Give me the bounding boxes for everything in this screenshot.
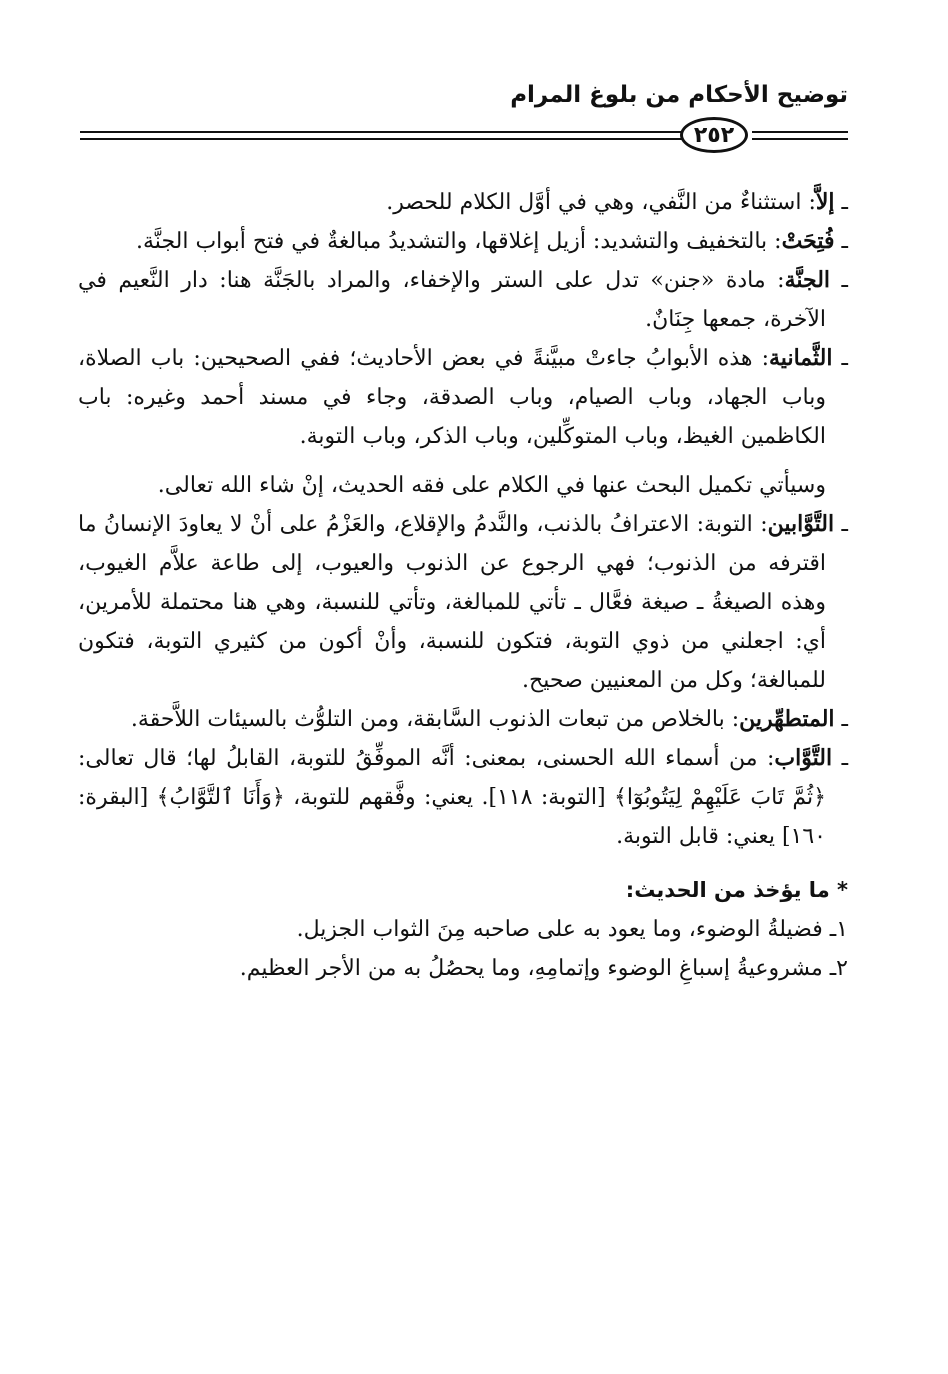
definition-text: استثناءٌ من النَّفي، وهي في أوَّل الكلام للحصر. (386, 190, 802, 215)
definition-term: الجنَّة (784, 267, 831, 293)
definition-text: بالتخفيف والتشديد: أزيل إغلاقها، والتشديدُ مبالغةٌ في فتح أبواب الجنَّة. (136, 229, 768, 254)
definition-separator: : (757, 746, 775, 771)
definition-separator: : (752, 512, 768, 537)
definition-entry: ـ إلاَّ: استثناءٌ من النَّفي، وهي في أوَّل الكلام للحصر. (386, 189, 848, 215)
definition-entry: ـ التَّوَّاب: من أسماء الله الحسنى، بمعنى: أنَّه الموفِّقُ للتوبة، القابلُ لها؛ قال تعالى: ﴿ثُمَّ تَابَ عَلَيْهِمْ لِيَتُوبُوٓا﴾ [التوبة: ١١٨]. يعني: وفَّقهم للتوبة، ﴿وَأَنَا ٱلتَّوَّابُ﴾ [البقرة: ١٦٠] يعني: قابل التوبة. (78, 745, 849, 849)
section-heading: * ما يؤخذ من الحديث: (625, 878, 848, 902)
definition-term: التَّوَّابين (767, 511, 835, 537)
definition-entry: ـ التَّوَّابين: التوبة: الاعترافُ بالذنب، والنَّدمُ والإقلاع، والعَزْمُ على أنْ لا يعاودَ الإنسانُ ما اقترفه من الذنوب؛ فهي الرجوع عن الذنوب والعيوب، إلى طاعة علاَّم الغيوب، وهذه الصيغةُ ـ صيغة فعَّال ـ تأتي للمبالغة، وتأتي للنسبة، وهي هنا محتملة للأمرين، أي: اجعلني من ذوي التوبة، فتكون للنسبة، وأنْ أكون من كثيري التوبة، فتكون للمبالغة؛ وكل من المعنيين صحيح. (78, 511, 848, 693)
definition-separator: : (724, 707, 740, 732)
definition-separator: : (801, 190, 816, 215)
definition-term: التَّوَّاب (774, 745, 833, 771)
header-rule-left-bottom (80, 138, 686, 140)
page-number: ٢٥٢ (680, 117, 748, 153)
definition-text: هذه الأبوابُ جاءتْ مبيَّنةً في بعض الأحاديث؛ ففي الصحيحين: باب الصلاة، وباب الجهاد، وباب الصيام، وباب الصدقة، وجاء في مسند أحمد وغيره: باب الكاظمين الغيظ، وباب المتوكِّلين، وباب الذكر، وباب التوبة. (78, 346, 826, 449)
running-head-title: توضيح الأحكام من بلوغ المرام (510, 82, 848, 108)
header-rule-right-top (752, 131, 848, 133)
definition-term: إلاَّ (815, 189, 835, 215)
definition-text: بالخلاص من تبعات الذنوب السَّابقة، ومن التلوُّث بالسيئات اللاَّحقة. (130, 707, 725, 732)
definition-term: الثَّمانية (769, 345, 833, 371)
definition-separator: : (765, 268, 785, 293)
numbered-item: ٢ـ مشروعيةُ إسباغِ الوضوء وإتمامِهِ، وما يحصُلُ به من الأجر العظيم. (239, 956, 848, 981)
definition-text: من أسماء الله الحسنى، بمعنى: أنَّه الموفِّقُ للتوبة، القابلُ لها؛ قال تعالى: ﴿ثُمَّ تَابَ عَلَيْهِمْ لِيَتُوبُوٓا﴾ [التوبة: ١١٨]. يعني: وفَّقهم للتوبة، ﴿وَأَنَا ٱلتَّوَّابُ﴾ [البقرة: ١٦٠] يعني: قابل التوبة. (78, 746, 826, 849)
definition-term: فُتِحَتْ (781, 228, 835, 254)
definition-entry: ـ فُتِحَتْ: بالتخفيف والتشديد: أزيل إغلاقها، والتشديدُ مبالغةٌ في فتح أبواب الجنَّة. (136, 228, 848, 254)
definition-entry: ـ المتطهِّرين: بالخلاص من تبعات الذنوب السَّابقة، ومن التلوُّث بالسيئات اللاَّحقة. (130, 706, 848, 732)
definition-entry: ـ الجنَّة: مادة «جنن» تدل على الستر والإخفاء، والمراد بالجَنَّة هنا: دار النَّعيم في الآخرة، جمعها جِنَانٌ. (78, 267, 848, 332)
definition-text: مادة «جنن» تدل على الستر والإخفاء، والمراد بالجَنَّة هنا: دار النَّعيم في الآخرة، جمعها جِنَانٌ. (78, 268, 826, 332)
header-rule-right-bottom (752, 138, 848, 140)
definition-term: المتطهِّرين (739, 706, 835, 732)
definition-separator: : (752, 346, 770, 371)
page-body (78, 183, 848, 988)
continuation-note: وسيأتي تكميل البحث عنها في الكلام على فقه الحديث، إنْ شاء الله تعالى. (157, 473, 826, 498)
definition-entry: ـ الثَّمانية: هذه الأبوابُ جاءتْ مبيَّنةً في بعض الأحاديث؛ ففي الصحيحين: باب الصلاة، وباب الجهاد، وباب الصيام، وباب الصدقة، وجاء في مسند أحمد وغيره: باب الكاظمين الغيظ، وباب المتوكِّلين، وباب الذكر، وباب التوبة. (78, 345, 849, 449)
header-rule-left-top (80, 131, 686, 133)
definition-text: التوبة: الاعترافُ بالذنب، والنَّدمُ والإقلاع، والعَزْمُ على أنْ لا يعاودَ الإنسانُ ما اقترفه من الذنوب؛ فهي الرجوع عن الذنوب والعيوب، إلى طاعة علاَّم الغيوب، وهذه الصيغةُ ـ صيغة فعَّال ـ تأتي للمبالغة، وتأتي للنسبة، وهي هنا محتملة للأمرين، أي: اجعلني من ذوي التوبة، فتكون للنسبة، وأنْ أكون من كثيري التوبة، فتكون للمبالغة؛ وكل من المعنيين صحيح. (78, 512, 826, 693)
numbered-item: ١ـ فضيلةُ الوضوء، وما يعود به على صاحبه مِنَ الثواب الجزيل. (296, 917, 848, 942)
definition-separator: : (767, 229, 782, 254)
